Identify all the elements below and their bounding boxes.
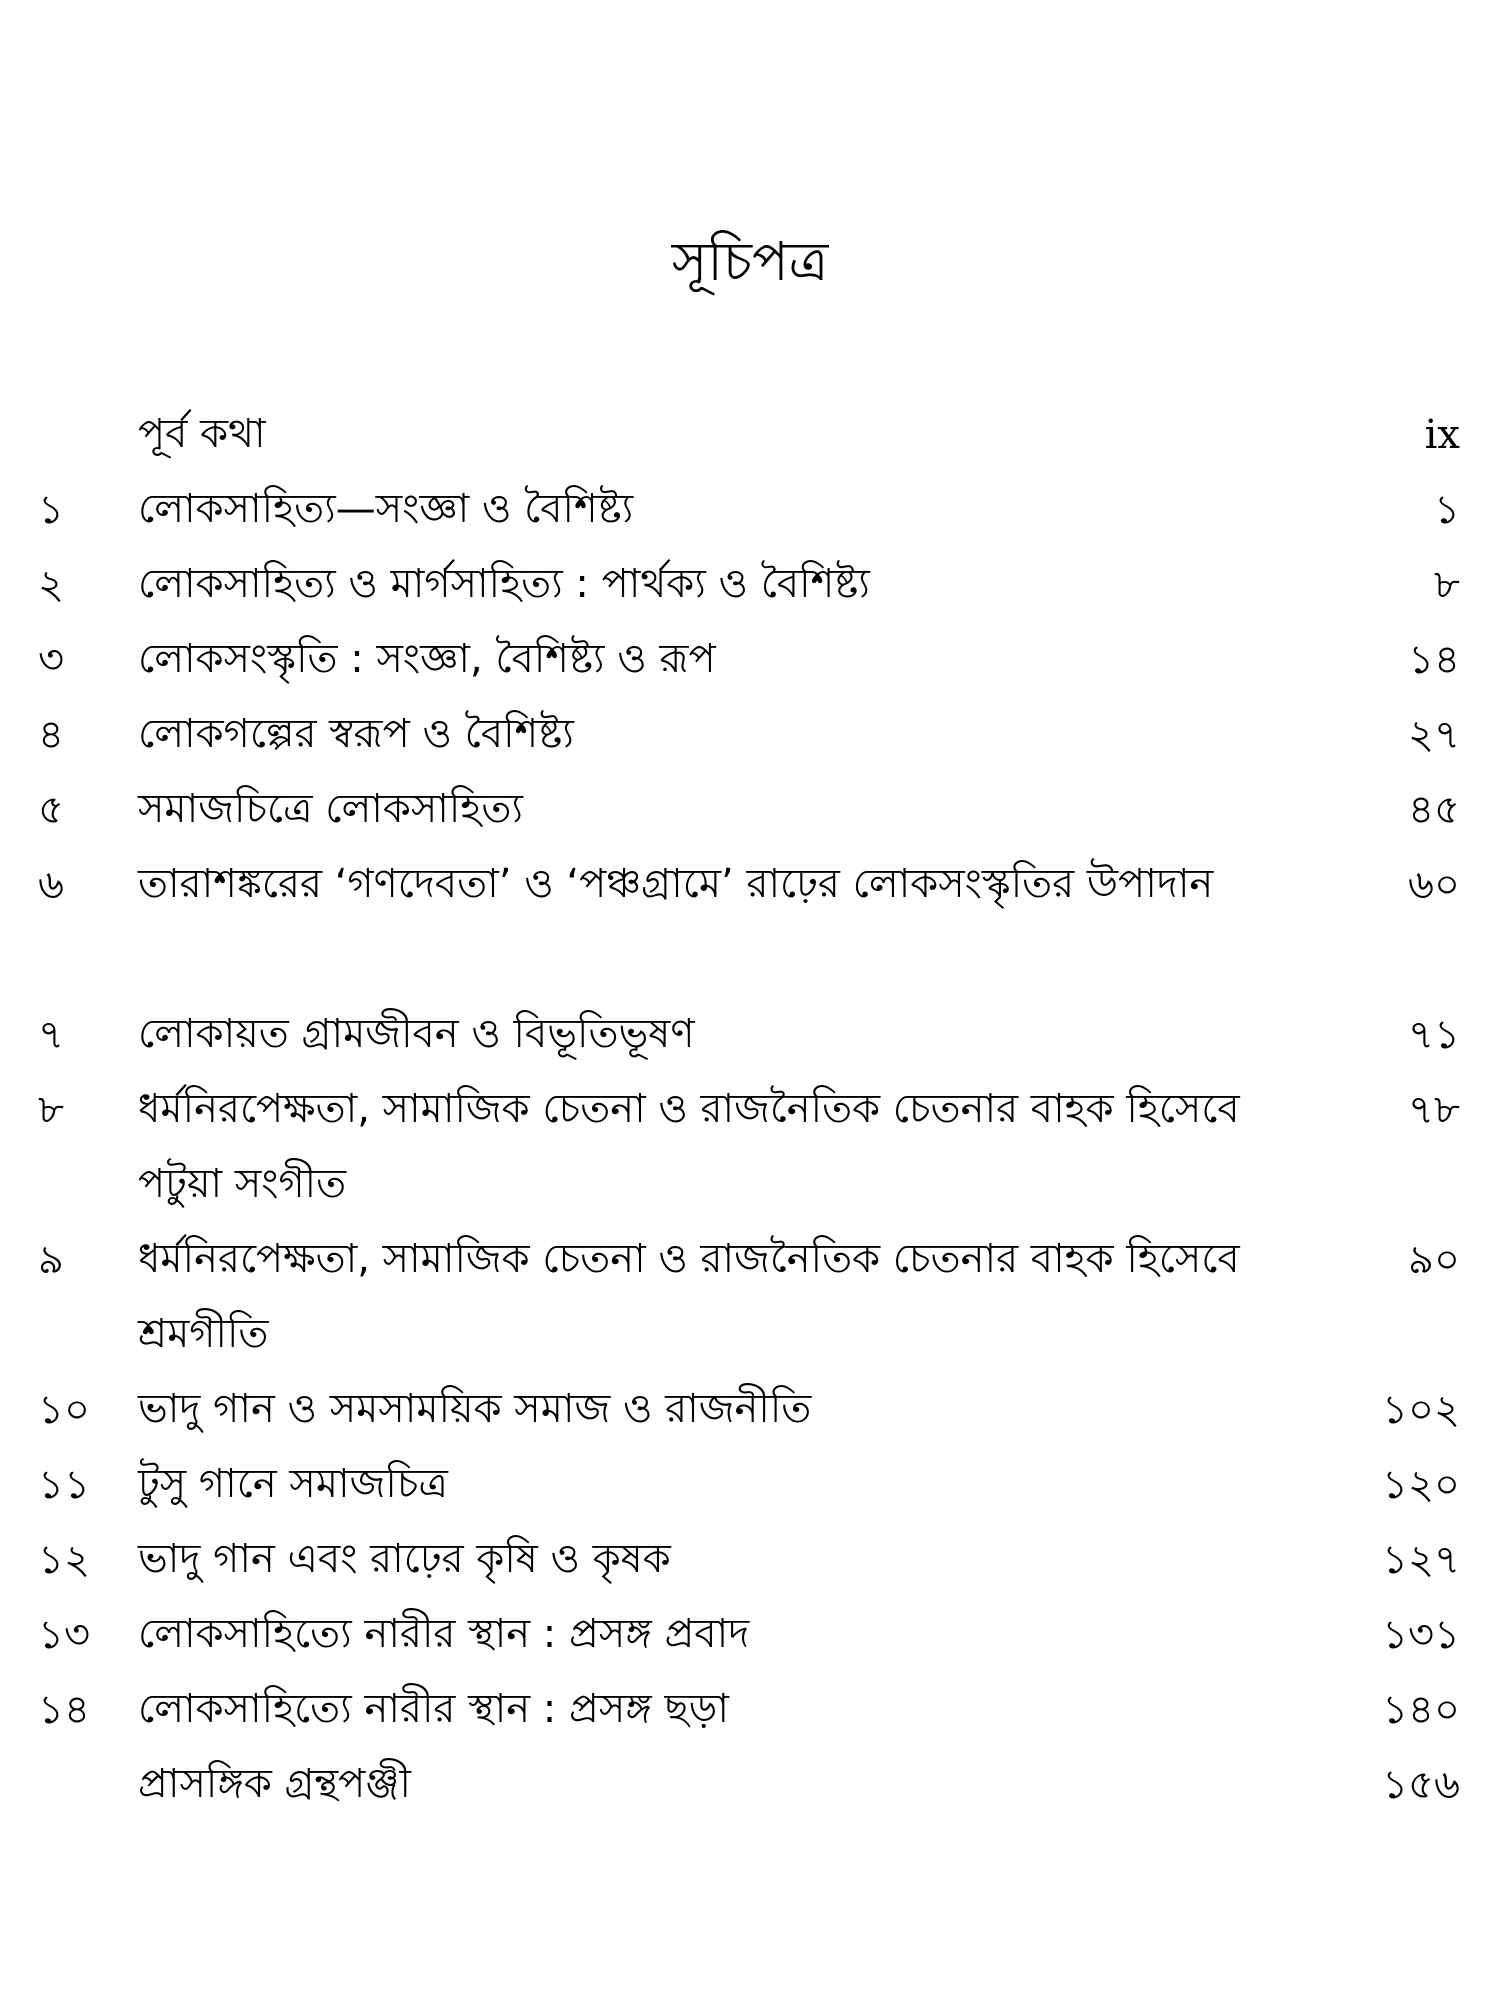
page-number: ৮ [1434, 562, 1460, 608]
chapter-number: ৮ [38, 1087, 64, 1133]
chapter-number: ১০ [38, 1387, 90, 1433]
page-number: ৭৮ [1408, 1087, 1460, 1133]
chapter-title: লোকগল্পের স্বরূপ ও বৈশিষ্ট্য [138, 711, 574, 757]
toc-row-2 [0, 545, 1500, 620]
toc-row-10 [0, 1370, 1500, 1445]
chapter-title: ভাদু গান ও সমসাময়িক সমাজ ও রাজনীতি [138, 1386, 812, 1432]
page-number: ix [1424, 412, 1460, 458]
chapter-title: পূর্ব কথা [138, 411, 266, 457]
toc-row-3 [0, 620, 1500, 695]
page-number: ১৩১ [1382, 1612, 1460, 1658]
toc-row-preface [0, 395, 1500, 470]
page-number: ১০২ [1382, 1387, 1460, 1433]
chapter-number: ৭ [38, 1012, 65, 1058]
chapter-number: ৯ [38, 1237, 64, 1283]
table-of-contents [0, 395, 1500, 1820]
toc-row-4 [0, 695, 1500, 770]
toc-row-14 [0, 1670, 1500, 1745]
chapter-number: ১১ [38, 1462, 90, 1508]
page-number: ৯০ [1408, 1237, 1460, 1283]
chapter-title: লোকসাহিত্য—সংজ্ঞা ও বৈশিষ্ট্য [138, 486, 634, 532]
chapter-title: তারাশঙ্করের ‘গণদেবতা’ ও ‘পঞ্চগ্রামে’ রাঢ়ের লোকসংস্কৃতির উপাদান [138, 861, 1214, 907]
page-number: ১৪০ [1382, 1687, 1460, 1733]
chapter-title: ধর্মনিরপেক্ষতা, সামাজিক চেতনা ও রাজনৈতিক চেতনার বাহক হিসেবে পটুয়া সংগীত [138, 1086, 1240, 1207]
page-number: ১৪ [1408, 637, 1460, 683]
toc-row-7 [0, 995, 1500, 1070]
chapter-number: ১২ [38, 1537, 90, 1583]
chapter-number: ৬ [38, 862, 65, 908]
chapter-title: লোকসাহিত্যে নারীর স্থান : প্রসঙ্গ ছড়া [138, 1686, 729, 1732]
page-number: ২৭ [1407, 712, 1460, 758]
toc-row-6 [0, 845, 1500, 995]
chapter-title: ধর্মনিরপেক্ষতা, সামাজিক চেতনা ও রাজনৈতিক চেতনার বাহক হিসেবে শ্রমগীতি [138, 1236, 1240, 1357]
chapter-number: ২ [38, 562, 65, 608]
chapter-number: ৩ [38, 637, 65, 683]
toc-row-5 [0, 770, 1500, 845]
chapter-number: ৪ [38, 712, 64, 758]
chapter-number: ৫ [38, 787, 64, 833]
chapter-title: লোকায়ত গ্রামজীবন ও বিভূতিভূষণ [138, 1011, 695, 1057]
page-number: ৭১ [1408, 1012, 1460, 1058]
chapter-title: সমাজচিত্রে লোকসাহিত্য [138, 786, 523, 832]
toc-row-12 [0, 1520, 1500, 1595]
chapter-title: লোকসংস্কৃতি : সংজ্ঞা, বৈশিষ্ট্য ও রূপ [138, 636, 716, 682]
page-number: ১ [1434, 487, 1460, 533]
chapter-title: টুসু গানে সমাজচিত্র [138, 1461, 448, 1507]
chapter-number: ১৩ [38, 1612, 90, 1658]
chapter-number: ১ [38, 487, 64, 533]
chapter-title: লোকসাহিত্য ও মার্গসাহিত্য : পার্থক্য ও বৈশিষ্ট্য [138, 561, 870, 607]
page-number: ১৫৬ [1382, 1762, 1460, 1808]
chapter-title: লোকসাহিত্যে নারীর স্থান : প্রসঙ্গ প্রবাদ [138, 1611, 750, 1657]
page-number: ৬০ [1407, 862, 1460, 908]
toc-row-13 [0, 1595, 1500, 1670]
chapter-title: ভাদু গান এবং রাঢ়ের কৃষি ও কৃষক [138, 1536, 671, 1582]
page-number: ১২০ [1382, 1462, 1460, 1508]
page-number: ৪৫ [1408, 787, 1460, 833]
page-title: সূচিপত্র [671, 230, 829, 293]
chapter-number: ১৪ [38, 1687, 90, 1733]
toc-row-8 [0, 1070, 1500, 1220]
toc-row-11 [0, 1445, 1500, 1520]
toc-row-1 [0, 470, 1500, 545]
page-number: ১২৭ [1382, 1537, 1460, 1583]
toc-row-9 [0, 1220, 1500, 1370]
toc-row-bibliography [0, 1745, 1500, 1820]
chapter-title: প্রাসঙ্গিক গ্রন্থপঞ্জী [138, 1761, 411, 1807]
